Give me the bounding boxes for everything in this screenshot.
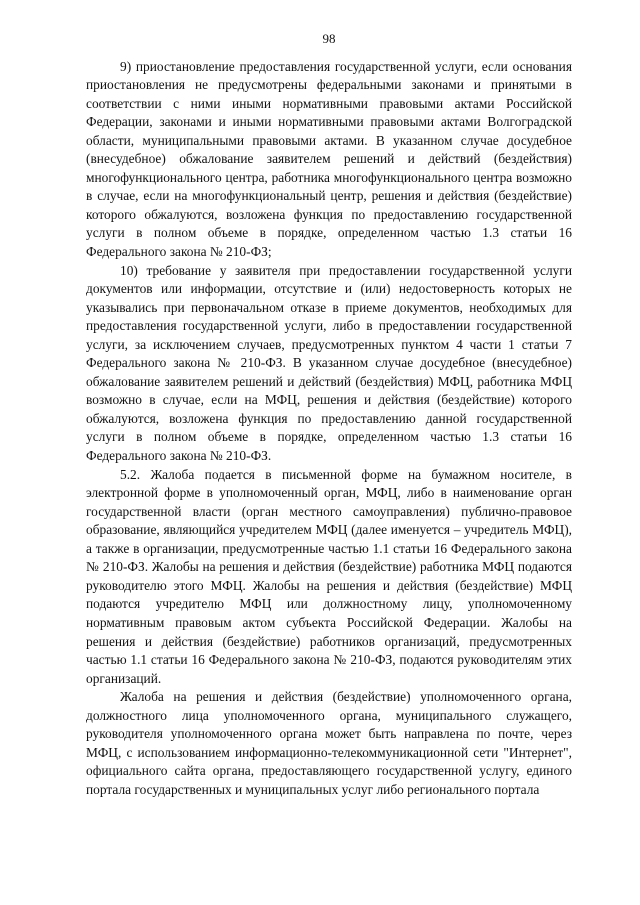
paragraph-item-9: 9) приостановление предоставления государственной услуги, если основания приостановления не предусмотрены федеральными законами и принятыми в соответствии с ними иными нормативными правовыми актами Российской Федерации, законами и иными нормативными правовыми актами Волгоградской области, муниципальными правовыми актами. В указанном случае досудебное (внесудебное) обжалование заявителем решений и действий (бездействия) многофункционального центра, работника многофункционального центра возможно в случае, если на многофункциональный центр, решения и действия (бездействие) которого обжалуются, возложена функция по предоставлению государственной услуги в полном объеме в порядке, определенном частью 1.3 статьи 16 Федерального закона № 210-ФЗ; [86, 58, 572, 260]
paragraph-complaint-channels: Жалоба на решения и действия (бездействие) уполномоченного органа, должностного лица уполномоченного органа, муниципального служащего, руководителя уполномоченного органа может быть направлена по почте, через МФЦ, с использованием информационно-телекоммуникационной сети "Интернет", официального сайта органа, предоставляющего государственной услугу, единого портала государственных и муниципальных услуг либо регионального портала [86, 689, 572, 797]
paragraph-item-10: 10) требование у заявителя при предоставлении государственной услуги документов или информации, отсутствие и (или) недостоверность которых не указывались при первоначальном отказе в приеме документов, необходимых для предоставления государственной услуги, либо в предоставлении государственной услуги, за исключением случаев, предусмотренных пунктом 4 части 1 статьи 7 Федерального закона № 210-ФЗ. В указанном случае досудебное (внесудебное) обжалование заявителем решений и действий (бездействия) МФЦ, работника МФЦ возможно в случае, если на МФЦ, решения и действия (бездействие) которого обжалуются, возложена функция по предоставлению данной государственной услуги в полном объеме в порядке, определенном частью 1.3 статьи 16 Федерального закона № 210-ФЗ. [86, 262, 572, 464]
page-number: 98 [322, 31, 336, 46]
document-page [86, 30, 572, 799]
paragraph-5-2: 5.2. Жалоба подается в письменной форме на бумажном носителе, в электронной форме в уполномоченный орган, МФЦ, либо в наименование орган государственной власти (орган местного самоуправления) публично-правовое образование, являющийся учредителем МФЦ (далее именуется – учредитель МФЦ), а также в организации, предусмотренные частью 1.1 статьи 16 Федерального закона № 210-ФЗ. Жалобы на решения и действия (бездействие) работника МФЦ подаются руководителю этого МФЦ. Жалобы на решения и действия (бездействие) МФЦ подаются учредителю МФЦ или должностному лицу, уполномоченному нормативным правовым актом субъекта Российской Федерации. Жалобы на решения и действия (бездействие) работников организаций, предусмотренных частью 1.1 статьи 16 Федерального закона № 210-ФЗ, подаются руководителям этих организаций. [86, 466, 572, 686]
